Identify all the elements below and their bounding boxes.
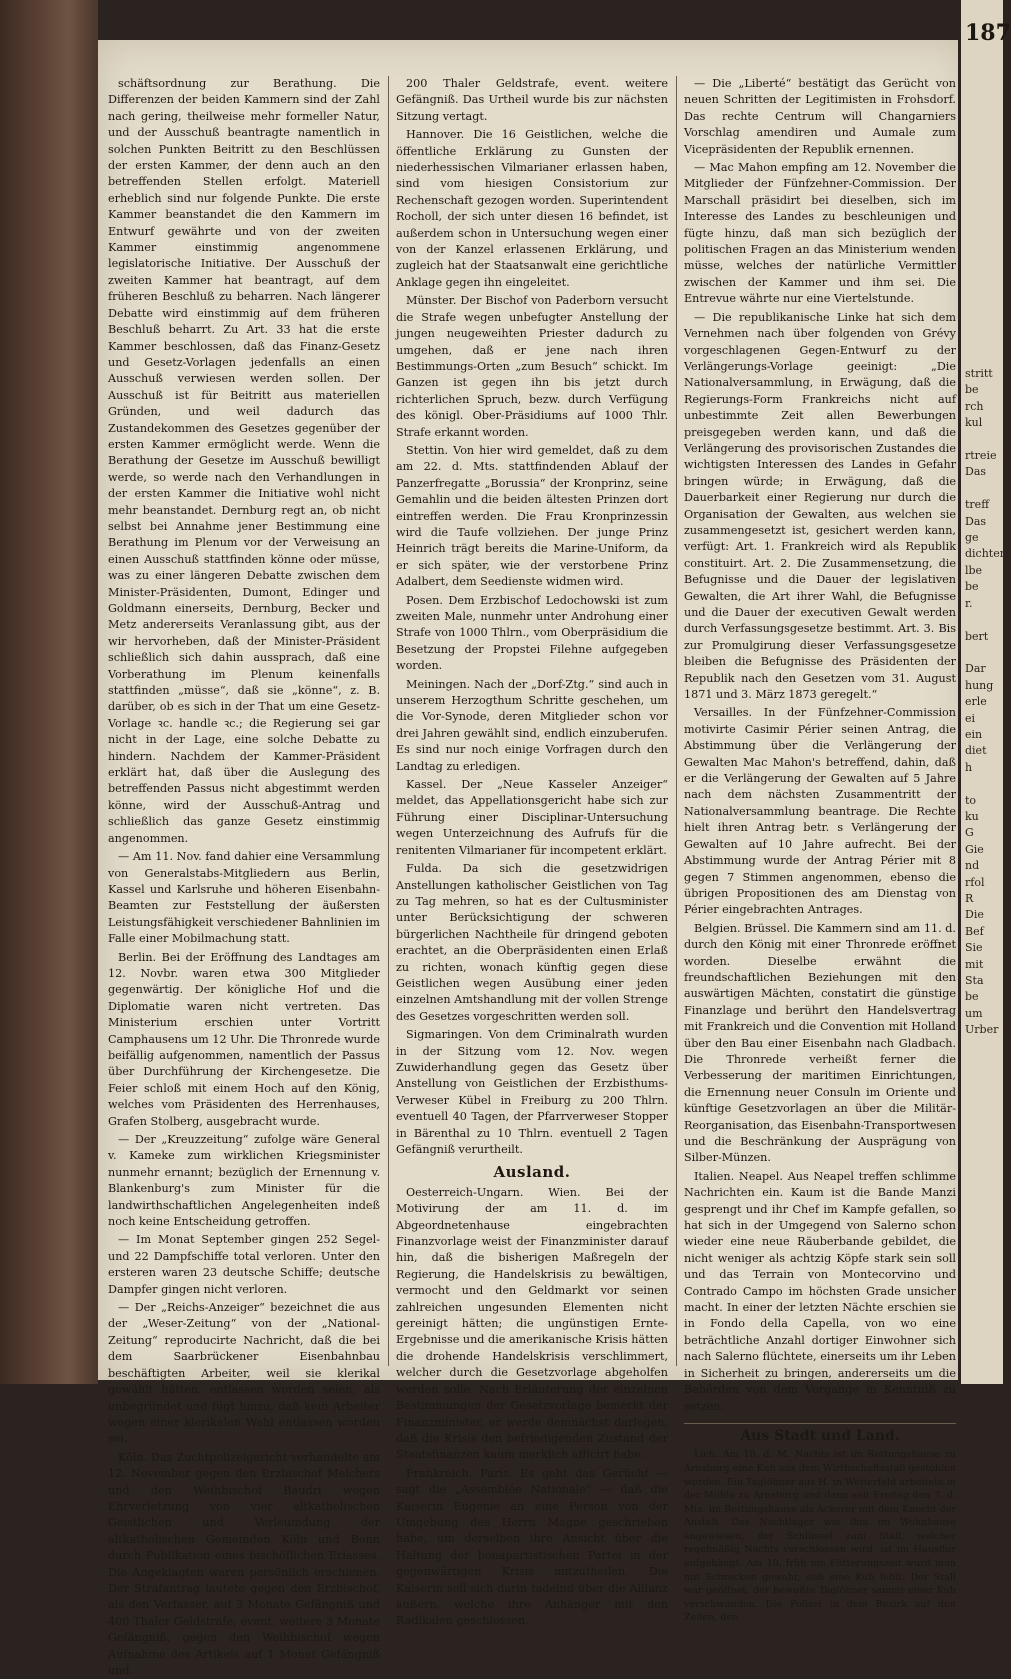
adjacent-page-line: mit xyxy=(965,957,984,971)
adjacent-page-line: bert xyxy=(965,629,989,643)
adjacent-page-line: Sta xyxy=(965,974,984,988)
adjacent-page-line: R xyxy=(965,892,974,905)
article-paragraph: — Der „Kreuzzeitung“ zufolge wäre General v. Kameke zum wirklichen Kriegsminister nunmehr ernannt; bezüglich der Ernennung v. Blankenburg's zum Minister für die landwirthschaftlichen Angelegenheiten indeß noch keine Entscheidung getroffen. xyxy=(108,1133,380,1229)
adjacent-page-line: be xyxy=(965,580,979,594)
article-paragraph: 200 Thaler Geldstrafe, event. weitere Gefängniß. Das Urtheil wurde bis zur nächsten Sitzung vertagt. xyxy=(396,77,668,123)
adjacent-page-line: ei xyxy=(965,711,976,725)
column-2 xyxy=(396,76,668,1628)
column-rule xyxy=(388,76,389,1366)
adjacent-page-year: 187 xyxy=(965,20,1011,46)
article-paragraph: Hannover. Die 16 Geistlichen, welche die öffentliche Erklärung zu Gunsten der niederhessischen Vilmarianer erlassen haben, sind vom hiesigen Consistorium zur Rechenschaft gezogen worden. Superintendent Rocholl, der sich unter diesen 16 befindet, ist außerdem schon in Untersuchung wegen einer von der Kanzel erlassenen Erklärung, und zugleich hat der Staatsanwalt eine gerichtliche Anklage gegen ihn eingeleitet. xyxy=(396,128,668,289)
adjacent-page-line: um xyxy=(965,1006,983,1020)
article-paragraph: — Mac Mahon empfing am 12. November die Mitglieder der Fünfzehner-Commission. Der Marschall präsidirt bei dieselben, sich im Interesse des Landes zu beschleunigen und fügte hinzu, daß man sich bezüglich der politischen Fragen an das Ministerium wenden müsse, welches der natürliche Vermittler zwischen der Kammer und ihm sei. Die Entrevue währte nur eine Viertelstunde. xyxy=(684,161,956,306)
adjacent-page-line: h xyxy=(965,760,973,774)
adjacent-page-line: nd xyxy=(965,859,980,873)
adjacent-page-line: Die xyxy=(965,908,984,922)
article-paragraph: Posen. Dem Erzbischof Ledochowski ist zum zweiten Male, nunmehr unter Androhung einer Strafe von 1000 Thlrn., vom Oberpräsidium die Besetzung der Propstei Filehne aufgegeben worden. xyxy=(396,593,668,673)
adjacent-page-line: ge xyxy=(965,531,979,545)
column-1 xyxy=(108,76,380,1677)
article-paragraph: Sigmaringen. Von dem Criminalrath wurden in der Sitzung vom 12. Nov. wegen Zuwiderhandlung gegen das Gesetz über Anstellung von Geistlichen der Erzbisthums-Verweser Kübel in Freiburg zu 200 Thlrn. eventuell 40 Tagen, der Pfarrverweser Stopper in Bärenthal zu 10 Thlrn. eventuell 2 Tagen Gefängniß verurtheilt. xyxy=(396,1028,668,1156)
adjacent-page-text xyxy=(961,46,1011,1039)
adjacent-page-line: be xyxy=(965,990,979,1004)
adjacent-page-line: Sie xyxy=(965,941,983,955)
adjacent-page-line: Urber xyxy=(965,1023,999,1037)
article-paragraph: schäftsordnung zur Berathung. Die Differenzen der beiden Kammern sind der Zahl nach gering, theilweise mehr formeller Natur, und der Ausschuß beantragte namentlich in solchen Punkten Beitritt zu den Beschlüssen der ersten Kammer, der denn auch an den betreffenden Stellen erfolgt. Materiell erheblich sind nur folgende Punkte. Die erste Kammer beanstandet die den Kammern im Entwurf gewährte und von der zweiten Kammer einstimmig angenommene legislatorische Initiative. Der Ausschuß der zweiten Kammer hat beantragt, auf dem früheren Beschluß zu beharren. Nach längerer Debatte wird einstimmig auf dem früheren Beschluß beharrt. Zu Art. 33 hat die erste Kammer beschlossen, daß das Finanz-Gesetz und Gesetz-Vorlagen jedenfalls an einen Ausschuß verwiesen werden sollen. Der Ausschuß ist für Beitritt aus materiellen Gründen, und weil dadurch das Zustandekommen des Gesetzes gegenüber der ersten Kammer ermöglicht werde. Wenn die Berathung der Gesetze im Ausschuß bewilligt werde, so werde nach den Verhandlungen in der ersten Kammer die Initiative wohl nicht mehr beanstandet. Dernburg regt an, ob nicht selbst bei Annahme jener Bestimmung eine Berathung im Plenum vor der Verweisung an einen Ausschuß stattfinden könne oder müsse, was zu einer längeren Debatte zwischen dem Minister-Präsidenten, Dumont, Edinger und Goldmann einerseits, Dernburg, Becker und Metz andererseits Veranlassung gibt, aus der wir hervorheben, daß der Minister-Präsident schließlich sich dahin aussprach, daß eine Vorberathung im Plenum keinenfalls stattfinden „müsse“, daß sie „könne“, z. B. darüber, ob es sich in der That um eine Gesetz-Vorlage ꝛc. handle ꝛc.; die Regierung sei gar nicht in der Lage, eine solche Debatte zu hindern. Nachdem der Kammer-Präsident erklärt hat, daß über die Auslegung des betreffenden Passus nicht abgestimmt werden könne, wird der Ausschuß-Antrag und schließlich das ganze Gesetz einstimmig angenommen. xyxy=(108,77,380,845)
article-paragraph: Fulda. Da sich die gesetzwidrigen Anstellungen katholischer Geistlichen von Tag zu Tag mehren, so hat es der Cultusminister unter Berücksichtigung der schweren bürgerlichen Nachtheile für dringend geboten erachtet, an die Oberpräsidenten einen Erlaß zu richten, wonach künftig gegen diese Geistlichen wegen Ausübung einer jeden einzelnen Amtshandlung mit der vollen Strenge des Gesetzes vorgeschritten werden soll. xyxy=(396,862,668,1023)
article-paragraph: — Die republikanische Linke hat sich dem Vernehmen nach über folgenden von Grévy vorgeschlagenen Gegen-Entwurf zu der Verlängerungs-Vorlage geeinigt: „Die Nationalversammlung, in Erwägung, daß die Regierungs-Form Frankreichs nicht auf unbestimmte Zeit allen Bewerbungen preisgegeben werden kann, und daß die Verlängerung des provisorischen Zustandes die wichtigsten Interessen des Landes in Gefahr bringen würde; in Erwägung, daß die Dauerbarkeit einer Regierung nur durch die Organisation der Gewalten, aus welchen sie zusammengesetzt ist, gesichert werden kann, verfügt: Art. 1. Frankreich wird als Republik constituirt. Art. 2. Die Zusammensetzung, die Befugnisse und die Dauer der legislativen Gewalten, die Art ihrer Wahl, die Befugnisse und die Dauer der executiven Gewalt werden durch Verfassungsgesetze bestimmt. Art. 3. Bis zur Promulgirung dieser Verfassungsgesetze bleiben die Befugnisse des Präsidenten der Republik nach den Gesetzen vom 31. August 1871 und 3. März 1873 geregelt.“ xyxy=(684,310,956,702)
book-binding xyxy=(0,0,98,1384)
adjacent-page-line xyxy=(961,612,1003,628)
article-paragraph: Frankreich. Paris. Es geht das Gerücht — sagt die „Assemblée Nationale“ — daß die Kaiserin Eugenie an eine Person von der Umgebung des Herrn Magne geschrieben habe, um derselben ihre Ansicht über die Haltung der bonapartistischen Partei in der gegenwärtigen Krisis mitzutheilen. Die Kaiserin soll sich darin tadelnd über die Allianz äußern, welche ihre Anhänger mit den Radikalen geschlossen. xyxy=(396,1466,668,1628)
adjacent-page-line: erle xyxy=(965,695,987,709)
adjacent-page-line: rfol xyxy=(965,875,985,889)
adjacent-page-line: G xyxy=(965,826,974,840)
article-paragraph: Lich. Am 10. d. M. Nachts ist im Rettungshause zu Arnsburg eine Kuh aus dem Wirthschaftsstall gestohlen worden. Ein Taglöhner aus H. in Wetterfeld arbeitete in der Mühle zu Arnsburg und dann seit Freitag den 7. d. Mts. im Rettungshause als Ackerer mit dem Knecht der Anstalt. Das Nachtlager wie ihm im Wohnhause angewiesen, der Schlüssel zum Stall, welcher regelmäßig Nachts verschlossen wird, ist im Hausflur aufgehängt. Am 10. früh um Fütterungszeit wurd man mit Schrecken gewahr, daß eine Kuh fehlt. Der Stall war geöffnet, der bewußte Taglöhner sammt einer Kuh verschwunden. Die Polizei in dem Bezirk auf den Zeilen, den xyxy=(684,1449,956,1624)
article-paragraph: — Im Monat September gingen 252 Segel- und 22 Dampfschiffe total verloren. Unter den ersteren waren 23 deutsche Schiffe; deutsche Dampfer gingen nicht verloren. xyxy=(108,1233,380,1296)
adjacent-page-line: rtreie xyxy=(965,449,997,463)
adjacent-page-line: lbe xyxy=(965,563,983,577)
adjacent-page-line: rch xyxy=(965,399,984,413)
column-3 xyxy=(684,76,956,1624)
adjacent-page-line xyxy=(961,481,1003,497)
newspaper-page xyxy=(98,40,966,1677)
adjacent-page-line: treff xyxy=(965,498,990,512)
adjacent-page-edge xyxy=(958,0,1011,1384)
adjacent-page-line: hung xyxy=(965,678,994,692)
adjacent-page-line: Das xyxy=(965,514,987,528)
article-paragraph: Versailles. In der Fünfzehner-Commission motivirte Casimir Périer seinen Antrag, die Abstimmung über die Verlängerung der Gewalten Mac Mahon's betreffend, dahin, daß er die Verlängerung der Gewalten auf 5 Jahre nach dem nächsten Zusammentritt der Nationalversammlung beantrage. Die Rechte hielt ihren Antrag betr. s Verlängerung der Gewalten auf 10 Jahre aufrecht. Bei der Abstimmung wurde der Antrag Périer mit 8 gegen 7 Stimmen angenommen, ebenso die übrigen Propositionen des am Dienstag von Périer eingebrachten Antrages. xyxy=(684,706,956,917)
column-rule xyxy=(676,76,677,1366)
adjacent-page-line: ku xyxy=(965,809,979,823)
adjacent-page-line: diet xyxy=(965,744,987,758)
adjacent-page-line: to xyxy=(965,793,977,807)
article-paragraph: — Der „Reichs-Anzeiger“ bezeichnet die aus der „Weser-Zeitung“ von der „National-Zeitung“ reproducirte Nachricht, daß die bei dem Saarbrückener Eisenbahnbau beschäftigten Arbeiter, weil sie klerikal gewählt hätten, entlassen worden seien, als unbegründet und fügt hinzu, daß kein Arbeiter wegen einer klerikalen Wahl entlassen worden sei. xyxy=(108,1301,380,1446)
article-paragraph: — Die „Liberté“ bestätigt das Gerücht von neuen Schritten der Legitimisten in Frohsdorf. Das rechte Centrum will Changarniers Vorschlag amendiren und Aumale zum Vicepräsidenten der Republik ernennen. xyxy=(684,77,956,156)
adjacent-page-line xyxy=(961,432,1003,448)
article-paragraph: Münster. Der Bischof von Paderborn versucht die Strafe wegen unbefugter Anstellung der jungen neugeweihten Priester dadurch zu umgehen, daß er jene nach ihren Bestimmungs-Orten „zum Besuch“ schickt. Im Ganzen ist gegen ihn bis jetzt durch richterlichen Spruch, bezw. durch Verfügung des königl. Ober-Präsidiums auf 1000 Thlr. Strafe erkannt worden. xyxy=(396,294,668,439)
adjacent-page-line: be xyxy=(965,383,979,397)
adjacent-page-line: ein xyxy=(965,727,983,741)
article-paragraph: Stettin. Von hier wird gemeldet, daß zu dem am 22. d. Mts. stattfindenden Ablauf der Panzerfregatte „Borussia“ der Kronprinz, seine Gemahlin und die beiden ältesten Prinzen dort eintreffen werden. Die Frau Kronprinzessin wird die Taufe vollziehen. Der junge Prinz Heinrich trägt bereits die Marine-Uniform, da er sich später, wie der verstorbene Prinz Adalbert, dem Seedienste widmen wird. xyxy=(396,443,668,589)
adjacent-page-line: dichten, xyxy=(965,547,1011,561)
article-paragraph: — Am 11. Nov. fand dahier eine Versammlung von Generalstabs-Mitgliedern aus Berlin, Kassel und Karlsruhe und höheren Eisenbahn-Beamten zur Feststellung der äußersten Leistungsfähigkeit verschiedener Bahnlinien im Falle einer Mobilmachung statt. xyxy=(108,850,380,946)
adjacent-page-line: r. xyxy=(965,596,973,610)
adjacent-page-line xyxy=(961,645,1003,661)
article-paragraph: Italien. Neapel. Aus Neapel treffen schlimme Nachrichten ein. Kaum ist die Bande Manzi gesprengt und ihr Chef im Kampfe gefallen, so hat sich in der Umgegend von Salerno schon wieder eine neue Räuberbande gebildet, die nicht weniger als achtzig Köpfe stark sein soll und das Terrain von Montecorvino und Contrado Campo im höchsten Grade unsicher macht. In einer der letzten Nächte erschien sie in Fondo della Capella, von wo eine beträchtliche Anzahl dortiger Einwohner sich nach Salerno flüchtete, einerseits um ihr Leben in Sicherheit zu bringen, andererseits um die Behörden von dem Vorgange in Kenntniß zu setzen. xyxy=(684,1169,956,1413)
section-heading-ausland: Ausland. xyxy=(493,1163,571,1182)
article-paragraph: Oesterreich-Ungarn. Wien. Bei der Motivirung der am 11. d. im Abgeordnetenhause eingebrachten Finanzvorlage weist der Finanzminister darauf hin, daß die bisherigen Maßregeln der Regierung, die Handelskrisis zu bewältigen, vermocht und den Geldmarkt vor seinen zahlreichen ungesunden Elementen nicht gereinigt hätten; die ungünstigen Ernte-Ergebnisse und die amerikanische Krisis hätten die drohende Handelskrisis verschlimmert, welcher durch die Gesetzvorlage abgeholfen werden solle. Nach Erläuterung der einzelnen Bestimmungen der Gesetzvorlage bemerkt der Finanzminister, er werde demnächst darlegen, daß die Krisis den befriedigenden Zustand der Staatsfinanzen kaum merklich afficirt habe. xyxy=(396,1185,668,1462)
adjacent-page-line: Dar xyxy=(965,662,986,676)
article-paragraph: Berlin. Bei der Eröffnung des Landtages am 12. Novbr. waren etwa 300 Mitglieder gegenwärtig. Der königliche Hof und die Diplomatie waren nicht vertreten. Das Ministerium erschien unter Vortritt Camphausens um 12 Uhr. Die Thronrede wurde beifällig aufgenommen, namentlich der Passus über Durchführung der Kirchengesetze. Die Feier schloß mit einem Hoch auf den König, welches vom Präsidenten des Herrenhauses, Grafen Stolberg, ausgebracht wurde. xyxy=(108,950,380,1128)
article-paragraph: Köln. Das Zuchtpolizeigericht verhandelte am 12. November gegen den Erzbischof Melchers und den Weihbischof Baudri wegen Ehrverletzung von vier altkatholischen Geistlichen und Verleumdung der altkatholischen Gemeinden Köln und Bonn durch Publikation eines bischöflichen Erlasses. Die Angeklagten waren persönlich erschienen. Der Strafantrag lautete gegen den Erzbischof, als den Verfasser, auf 3 Monate Gefängniß und 400 Thaler Geldstrafe, event. weitere 3 Monate Gefängniß, gegen den Weihbischof wegen Aufnahme des Artikels auf 1 Monat Gefängniß und xyxy=(108,1450,380,1677)
article-paragraph: Kassel. Der „Neue Kasseler Anzeiger“ meldet, das Appellationsgericht habe sich zur Führung einer Disciplinar-Untersuchung wegen Unterzeichnung des Aufrufs für die renitenten Vilmarianer für incompetent erklärt. xyxy=(396,778,668,857)
adjacent-page-line: kul xyxy=(965,416,983,430)
section-heading-stadt-und-land: Aus Stadt und Land. xyxy=(684,1423,956,1444)
adjacent-page-line: stritt xyxy=(965,367,993,380)
article-paragraph: Meiningen. Nach der „Dorf-Ztg.“ sind auch in unserem Herzogthum Schritte geschehen, um die Vor-Synode, deren Mitglieder schon vor drei Jahren gewählt sind, endlich einzuberufen. Es sind nur noch einige Vorfragen durch den Landtag zu erledigen. xyxy=(396,677,668,773)
adjacent-page-line: Das xyxy=(965,465,987,479)
adjacent-page-line xyxy=(961,776,1003,792)
adjacent-page-line: Bef xyxy=(965,924,984,938)
adjacent-page-line: Gie xyxy=(965,842,984,856)
article-paragraph: Belgien. Brüssel. Die Kammern sind am 11. d. durch den König mit einer Thronrede eröffnet worden. Dieselbe erwähnt die freundschaftlichen Beziehungen mit den auswärtigen Mächten, constatirt die günstige Finanzlage und berührt den Handelsvertrag mit Frankreich und die Convention mit Holland über den Bau einer Eisenbahn nach Gladbach. Die Thronrede verheißt ferner die Verbesserung der maritimen Einrichtungen, die Ernennung neuer Consuln im Oriente und künftige Gesetzvorlagen an über die Militär-Reorganisation, das Eisenbahn-Transportwesen und die Beschränkung der Ausprägung von Silber-Münzen. xyxy=(684,921,956,1165)
